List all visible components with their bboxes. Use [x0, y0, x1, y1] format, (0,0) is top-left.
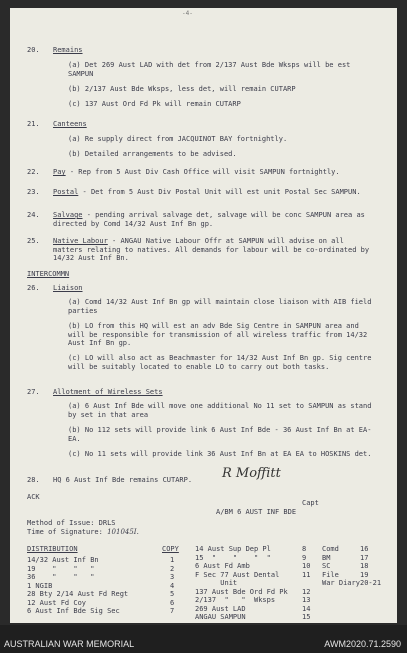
- para-24: 24. Salvage - pending arrival salvage det, salvage will be conc SAMPUN area as directed by Comd 14/32 Aust Inf Bn gp.: [27, 211, 365, 228]
- archive-footer: [0, 625, 407, 653]
- distribution-copies-1: 1 2 3 4 5 6 7: [170, 556, 175, 615]
- para-27c: (c) No 11 sets will provide link 36 Aust Inf Bn at EA EA to HOSKINS det.: [68, 450, 372, 458]
- para-21a: (a) Re supply direct from JACQUINOT BAY fortnightly.: [68, 135, 288, 143]
- sign-rank: Capt: [302, 499, 319, 507]
- distribution-list-1: 14/32 Aust Inf Bn 19 " " " 36 " " " 1 NGIB 28 Bty 2/14 Aust Fd Regt 12 Aust Fd Coy 6 Aust Inf Bde Sig Sec: [27, 556, 129, 615]
- para-21b: (b) Detailed arrangements to be advised.: [68, 150, 237, 158]
- issue-method: Method of Issue: DRLS: [27, 519, 116, 527]
- para-20a: (a) Det 269 Aust LAD with det from 2/137 Aust Bde Wksps will be est SAMPUN: [68, 61, 351, 78]
- para-20: 20. Remains: [27, 46, 83, 54]
- section-heading: INTERCOMMN: [27, 270, 70, 278]
- issue-time: Time of Signature: 101045I.: [27, 528, 139, 536]
- ack-label: ACK: [27, 493, 40, 501]
- signature: R Moffitt: [222, 466, 281, 481]
- para-27b: (b) No 112 sets will provide link 6 Aust Inf Bde - 36 Aust Inf Bn at EA-EA.: [68, 426, 372, 443]
- para-22: 22. Pay - Rep from 5 Aust Div Cash Office will visit SAMPUN fortnightly.: [27, 168, 340, 176]
- distribution-list-2: 14 Aust Sup Dep Pl 15 " " " " 6 Aust Fd Amb F Sec 77 Aust Dental Unit 137 Aust Bde Ord Fd Pk 2/137 " " Wksps 269 Aust LAD ANGAU SAMPUN: [195, 545, 288, 621]
- para-27a: (a) 6 Aust Inf Bde will move one additional No 11 set to SAMPUN as stand by set in that area: [68, 402, 372, 419]
- distribution-heading: DISTRIBUTION: [27, 545, 78, 553]
- document-page: [10, 8, 397, 623]
- para-20c: (c) 137 Aust Ord Fd Pk will remain CUTARP: [68, 100, 241, 108]
- page-number: -4-: [182, 10, 193, 17]
- para-21: 21. Canteens: [27, 120, 87, 128]
- para-27: 27. Allotment of Wireless Sets: [27, 388, 163, 396]
- para-20b: (b) 2/137 Aust Bde Wksps, less det, will remain CUTARP: [68, 85, 296, 93]
- para-23: 23. Postal - Det from 5 Aust Div Postal Unit will est unit Postal Sec SAMPUN.: [27, 188, 361, 196]
- distribution-copies-2: 8 9 10 11 12 13 14 15: [302, 545, 311, 621]
- para-26a: (a) Comd 14/32 Aust Inf Bn gp will maintain close liaison with AIB field parties: [68, 298, 372, 315]
- footer-accession: AWM2020.71.2590: [324, 639, 401, 649]
- para-25: 25. Native Labour - ANGAU Native Labour Offr at SAMPUN will advise on all matters relating to natives. All demands for labour will be co-ordinated by 14/32 Aust Inf Bn.: [27, 237, 370, 262]
- sign-title: A/BM 6 AUST INF BDE: [216, 508, 297, 516]
- distribution-list-3: Comd BM SC File War Diary: [322, 545, 360, 587]
- para-26b: (b) LO from this HQ will est an adv Bde Sig Centre in SAMPUN area and will be responsible for transmission of all wireless traffic from 14/32 Aust Inf Bn gp.: [68, 322, 368, 347]
- distribution-copies-3: 16 17 18 19 20-21: [360, 545, 382, 587]
- footer-institution: AUSTRALIAN WAR MEMORIAL: [4, 639, 135, 649]
- para-28: 28. HQ 6 Aust Inf Bde remains CUTARP.: [27, 476, 193, 484]
- copy-heading: COPY: [162, 545, 179, 553]
- para-26c: (c) LO will also act as Beachmaster for 14/32 Aust Inf Bn gp. Sig centre will be suitably located to enable LO to carry out both tasks.: [68, 354, 372, 371]
- para-26: 26. Liaison: [27, 284, 83, 292]
